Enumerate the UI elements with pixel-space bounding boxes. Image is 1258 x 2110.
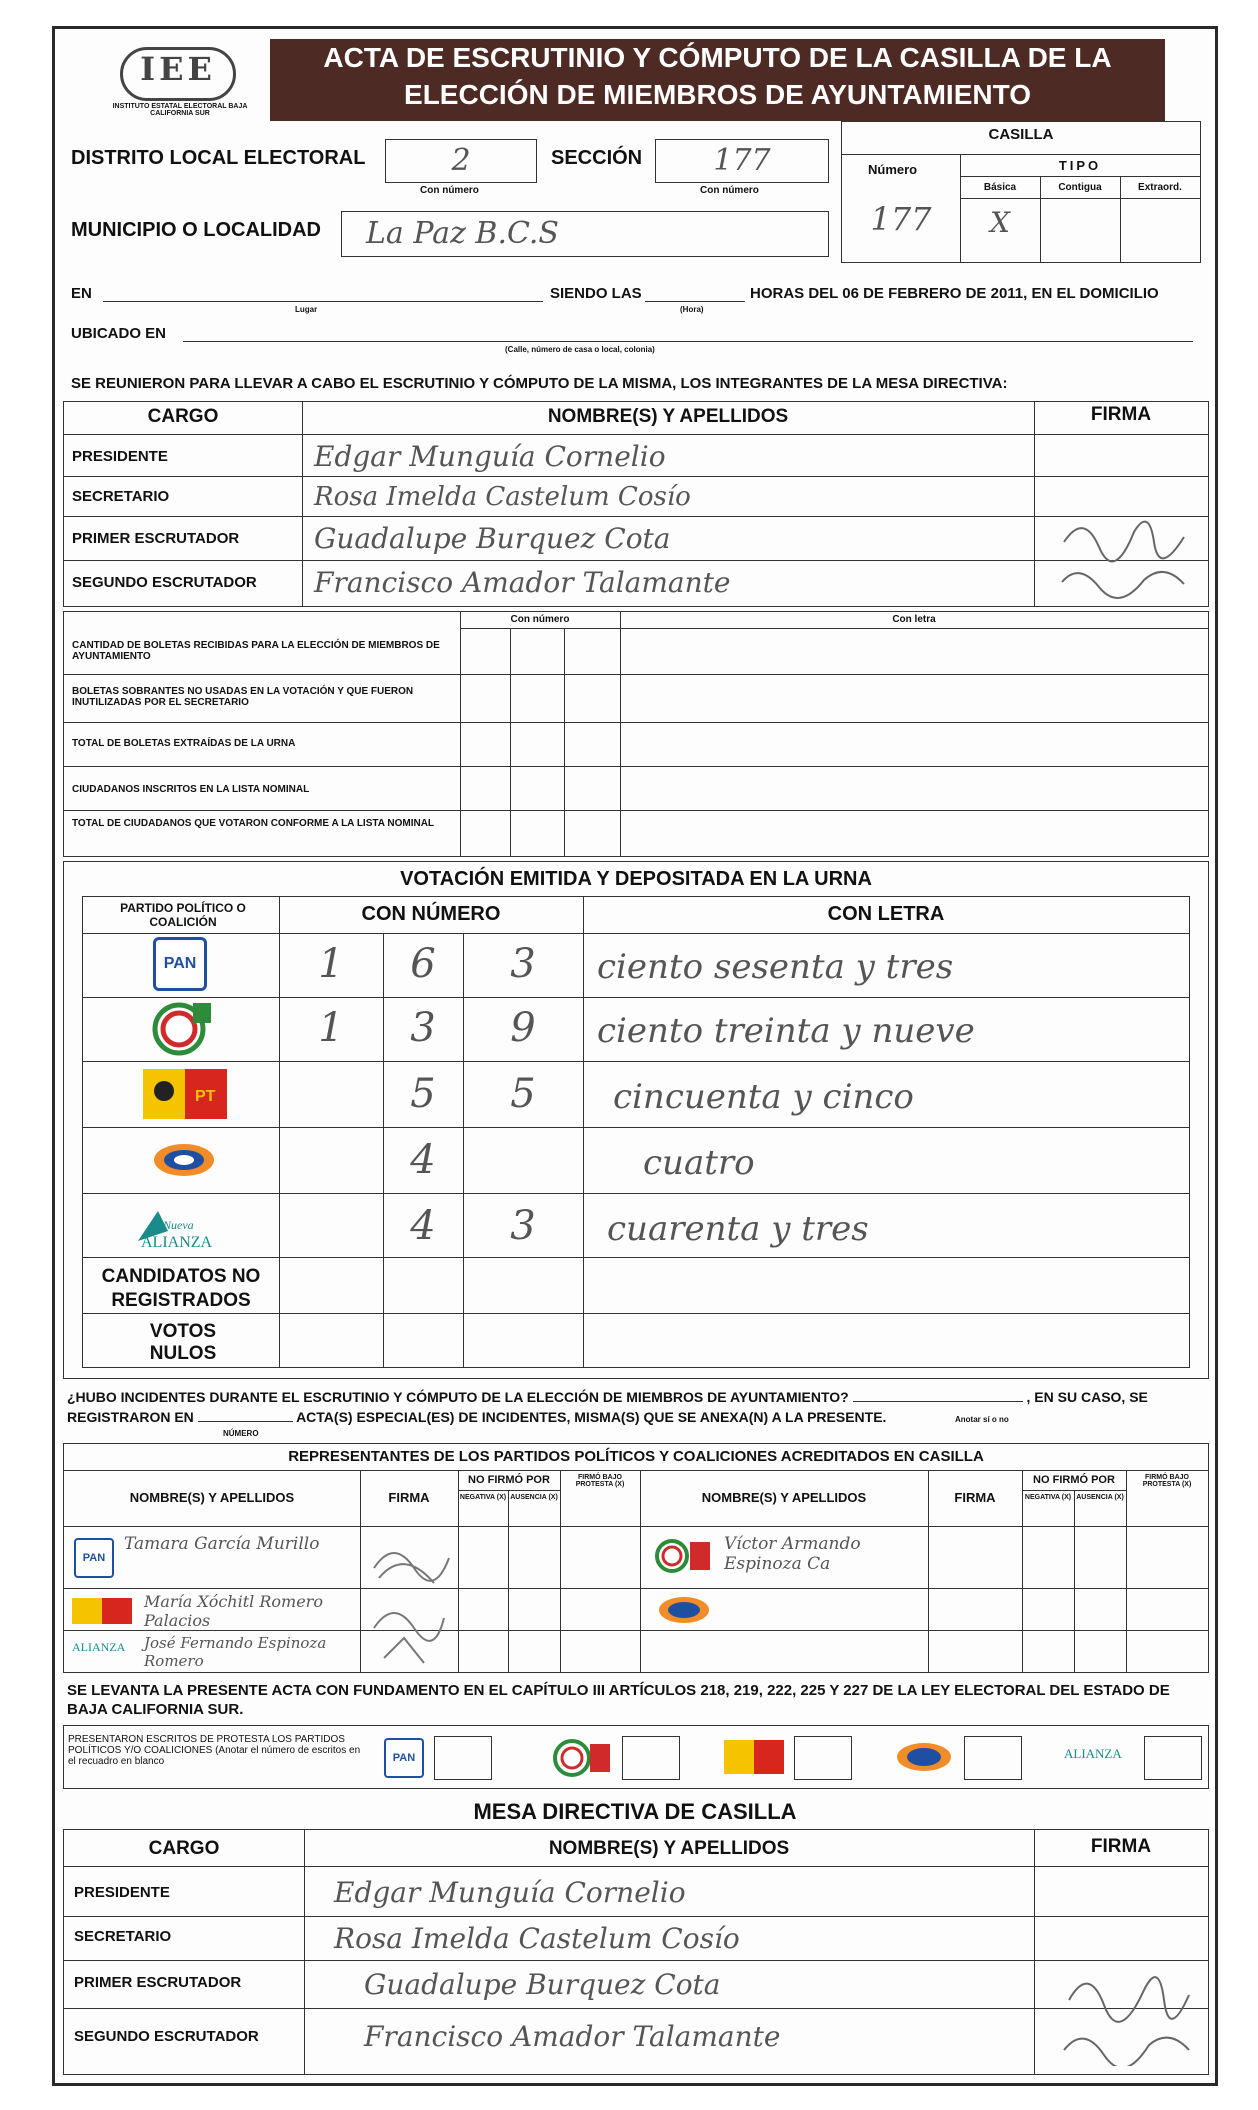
rep-pri-nombre: Víctor Armando Espinoza Ca xyxy=(724,1534,861,1574)
cargo-primer-escrutador: PRIMER ESCRUTADOR xyxy=(72,530,240,547)
seccion-value: 177 xyxy=(713,143,771,178)
cargo-secretario: SECRETARIO xyxy=(72,488,170,505)
representantes-table xyxy=(63,1443,1209,1673)
casilla-box xyxy=(841,121,1201,263)
numero-caption: NÚMERO xyxy=(223,1429,259,1438)
mesa2-title: MESA DIRECTIVA DE CASILLA xyxy=(473,1799,797,1824)
casilla-numero-label: Número xyxy=(868,162,918,177)
rep-negativa-right: NEGATIVA (X) xyxy=(1024,1494,1072,1501)
ciudadanos-votaron-label: TOTAL DE CIUDADANOS QUE VOTARON CONFORME A LA LISTA NOMINAL xyxy=(72,818,435,829)
protesta-pan-logo: PAN xyxy=(384,1738,424,1778)
title-line-1: ACTA DE ESCRUTINIO Y CÓMPUTO DE LA CASILLA DE LA xyxy=(323,42,1112,73)
siendo-label: SIENDO LAS xyxy=(550,285,642,302)
casilla-label: CASILLA xyxy=(988,126,1054,143)
boletas-numero-header: Con número xyxy=(510,614,570,625)
mesa2-nombre-presidente: Edgar Munguía Cornelio xyxy=(334,1876,686,1909)
mesa-table-2 xyxy=(63,1829,1209,2075)
boletas-extraidas-label: TOTAL DE BOLETAS EXTRAÍDAS DE LA URNA xyxy=(72,738,296,749)
seccion-caption: Con número xyxy=(700,185,759,196)
votacion-table xyxy=(82,896,1190,1368)
pri-logo xyxy=(151,1001,207,1057)
mesa2-cargo-primer-escrutador: PRIMER ESCRUTADOR xyxy=(74,1974,242,1991)
votacion-section xyxy=(63,861,1209,1379)
acta-sheet xyxy=(52,26,1218,2086)
con-letra-header: CON LETRA xyxy=(827,903,945,925)
mesa2-firma-header: FIRMA xyxy=(1090,1836,1152,1857)
rep-nombre-header-right: NOMBRE(S) Y APELLIDOS xyxy=(701,1490,867,1505)
rep-pan-logo: PAN xyxy=(74,1538,114,1578)
rep-nombre-header-left: NOMBRE(S) Y APELLIDOS xyxy=(129,1490,295,1505)
hora-caption: (Hora) xyxy=(680,305,704,314)
representantes-title: REPRESENTANTES DE LOS PARTIDOS POLÍTICOS Y COALICIONES ACREDITADOS EN CASILLA xyxy=(288,1448,984,1465)
na-digit-2: 4 xyxy=(410,1203,436,1249)
mesa2-signature-mark xyxy=(1054,1950,1194,2066)
contigua-label: Contigua xyxy=(1058,182,1102,193)
pan-letra: ciento sesenta y tres xyxy=(597,947,954,987)
incidentes-line-1: ¿HUBO INCIDENTES DURANTE EL ESCRUTINIO Y CÓMPUTO DE LA ELECCIÓN DE MIEMBROS DE AYUNTAMIENTO? , EN SU CASO, SE xyxy=(67,1389,1148,1405)
nombre-presidente: Edgar Munguía Cornelio xyxy=(314,440,666,473)
extraord-label: Extraord. xyxy=(1138,182,1182,193)
no-registrados-label: CANDIDATOS NO REGISTRADOS xyxy=(101,1266,261,1311)
na-letra: cuarenta y tres xyxy=(607,1209,869,1249)
rep-ausencia-left: AUSENCIA (X) xyxy=(510,1494,558,1501)
protesta-pri-logo xyxy=(552,1738,612,1778)
anotar-caption: Anotar sí o no xyxy=(955,1415,1009,1424)
svg-text:Nueva: Nueva xyxy=(163,1218,194,1232)
logo-caption: INSTITUTO ESTATAL ELECTORAL BAJA CALIFORNIA SUR xyxy=(112,103,248,117)
lugar-caption: Lugar xyxy=(295,305,318,314)
rep-prd-pt-logo xyxy=(72,1598,132,1624)
mesa2-nombre-segundo-escrutador: Francisco Amador Talamante xyxy=(364,2020,781,2053)
incidentes-line-2: REGISTRARON EN ACTA(S) ESPECIAL(ES) DE INCIDENTES, MISMA(S) QUE SE ANEXA(N) A LA PRESENTE. xyxy=(67,1409,887,1425)
mesa-table-1 xyxy=(63,401,1209,607)
mesa2-nombre-primer-escrutador: Guadalupe Burquez Cota xyxy=(364,1968,721,2001)
municipio-value: La Paz B.C.S xyxy=(366,216,559,251)
mesa2-nombre-header: NOMBRE(S) Y APELLIDOS xyxy=(548,1838,790,1859)
nueva-alianza-logo xyxy=(133,1201,233,1257)
horas-text: HORAS DEL 06 DE FEBRERO DE 2011, EN EL DOMICILIO xyxy=(750,285,1159,302)
title-banner xyxy=(270,39,1165,121)
tipo-label: TIPO xyxy=(1058,158,1102,173)
ciudadanos-inscritos-label: CIUDADANOS INSCRITOS EN LA LISTA NOMINAL xyxy=(72,784,310,795)
rep-signature-left xyxy=(364,1528,454,1668)
mesa2-cargo-secretario: SECRETARIO xyxy=(74,1928,172,1945)
prs-digit-2: 4 xyxy=(410,1137,436,1183)
protesta-prd-pt-logo xyxy=(724,1740,784,1774)
en-label: EN xyxy=(71,285,92,302)
mesa2-cargo-segundo-escrutador: SEGUNDO ESCRUTADOR xyxy=(74,2028,259,2045)
prd-pt-digit-3: 5 xyxy=(510,1071,536,1117)
prs-logo xyxy=(149,1135,219,1191)
signature-mark xyxy=(1054,502,1194,602)
iee-logo xyxy=(100,41,260,121)
prs-letra: cuatro xyxy=(643,1143,755,1183)
pri-digit-2: 3 xyxy=(410,1005,436,1051)
title-line-2: ELECCIÓN DE MIEMBROS DE AYUNTAMIENTO xyxy=(404,79,1031,110)
pri-digit-1: 1 xyxy=(318,1005,344,1051)
distrito-field[interactable] xyxy=(385,139,537,183)
pri-digit-3: 9 xyxy=(510,1005,536,1051)
cargo-presidente: PRESIDENTE xyxy=(72,448,168,465)
protesta-pri-box[interactable] xyxy=(622,1736,680,1780)
distrito-caption: Con número xyxy=(420,185,479,196)
mesa2-cargo-presidente: PRESIDENTE xyxy=(74,1884,170,1901)
protesta-prs-logo xyxy=(894,1740,954,1774)
pan-digit-3: 3 xyxy=(510,941,536,987)
nombre-header: NOMBRE(S) Y APELLIDOS xyxy=(547,406,789,427)
basica-mark: X xyxy=(990,206,1010,239)
basica-label: Básica xyxy=(983,182,1017,193)
pan-logo: PAN xyxy=(153,937,207,991)
votacion-title: VOTACIÓN EMITIDA Y DEPOSITADA EN LA URNA xyxy=(400,868,872,890)
svg-text:ALIANZA: ALIANZA xyxy=(141,1234,213,1251)
rep-ausencia-right: AUSENCIA (X) xyxy=(1076,1494,1124,1501)
mesa2-cargo-header: CARGO xyxy=(148,1838,220,1859)
nombre-primer-escrutador: Guadalupe Burquez Cota xyxy=(314,522,671,555)
nombre-secretario: Rosa Imelda Castelum Cosío xyxy=(314,482,691,512)
boletas-letra-header: Con letra xyxy=(892,614,936,625)
fundamento-text: SE LEVANTA LA PRESENTE ACTA CON FUNDAMENTO EN EL CAPÍTULO III ARTÍCULOS 218, 219, 222, 225 Y 227 DE LA LEY ELECTORAL DEL ESTADO DE BAJA CALIFORNIA SUR. xyxy=(67,1682,1170,1718)
rep-na-nombre: José Fernando Espinoza Romero xyxy=(144,1634,327,1670)
seccion-label: SECCIÓN xyxy=(551,147,643,169)
rep-prd-pt-nombre: María Xóchitl Romero Palacios xyxy=(144,1592,323,1630)
rep-no-firmo-right: NO FIRMÓ POR xyxy=(1033,1474,1115,1486)
seccion-field[interactable] xyxy=(655,139,829,183)
votos-nulos-label: VOTOS NULOS xyxy=(149,1321,217,1364)
boletas-sobrantes-label: BOLETAS SOBRANTES NO USADAS EN LA VOTACIÓN Y QUE FUERON INUTILIZADAS POR EL SECRETARIO xyxy=(72,686,414,708)
partido-header: PARTIDO POLÍTICO O COALICIÓN xyxy=(120,901,246,929)
protesta-na-logo: ALIANZA xyxy=(1064,1746,1122,1761)
cargo-header: CARGO xyxy=(147,406,219,427)
calle-caption: (Calle, número de casa o local, colonia) xyxy=(505,345,655,354)
ubicado-label: UBICADO EN xyxy=(71,325,167,342)
prd-pt-digit-2: 5 xyxy=(410,1071,436,1117)
prd-pt-logo xyxy=(143,1067,227,1123)
nombre-segundo-escrutador: Francisco Amador Talamante xyxy=(314,566,731,599)
reunieron-text: SE REUNIERON PARA LLEVAR A CABO EL ESCRUTINIO Y CÓMPUTO DE LA MISMA, LOS INTEGRANTES DE LA MESA DIRECTIVA: xyxy=(71,375,1008,392)
municipio-field[interactable] xyxy=(341,211,829,257)
pri-letra: ciento treinta y nueve xyxy=(597,1011,975,1051)
svg-text:PT: PT xyxy=(195,1088,216,1105)
distrito-label: DISTRITO LOCAL ELECTORAL xyxy=(71,147,366,169)
distrito-value: 2 xyxy=(451,143,471,178)
rep-protesta-right: FIRMÓ BAJO PROTESTA (X) xyxy=(1142,1474,1192,1488)
con-numero-header: CON NÚMERO xyxy=(361,903,501,925)
na-digit-3: 3 xyxy=(510,1203,536,1249)
protesta-prd-pt-box[interactable] xyxy=(794,1736,852,1780)
rep-firma-header-right: FIRMA xyxy=(954,1490,996,1505)
protesta-text: PRESENTARON ESCRITOS DE PROTESTA LOS PARTIDOS POLÍTICOS Y/O COALICIONES (Anotar el número de escritos en el recuadro en blanco xyxy=(68,1734,361,1767)
casilla-numero-value: 177 xyxy=(870,200,932,238)
protesta-na-box[interactable] xyxy=(1144,1736,1202,1780)
rep-pan-nombre: Tamara García Murillo xyxy=(124,1534,320,1554)
protesta-pan-box[interactable] xyxy=(434,1736,492,1780)
municipio-label: MUNICIPIO O LOCALIDAD xyxy=(71,219,321,241)
boletas-recibidas-label: CANTIDAD DE BOLETAS RECIBIDAS PARA LA ELECCIÓN DE MIEMBROS DE AYUNTAMIENTO xyxy=(72,640,440,662)
firma-header: FIRMA xyxy=(1090,404,1152,425)
protesta-row xyxy=(63,1725,1209,1789)
rep-protesta-left: FIRMÓ BAJO PROTESTA (X) xyxy=(575,1474,625,1488)
rep-negativa-left: NEGATIVA (X) xyxy=(459,1494,507,1501)
boletas-table xyxy=(63,611,1209,857)
rep-pri-logo xyxy=(654,1538,714,1574)
pan-digit-1: 1 xyxy=(318,941,344,987)
rep-prs-logo xyxy=(656,1594,712,1626)
protesta-prs-box[interactable] xyxy=(964,1736,1022,1780)
pan-digit-2: 6 xyxy=(410,941,436,987)
rep-no-firmo-left: NO FIRMÓ POR xyxy=(468,1474,550,1486)
rep-firma-header-left: FIRMA xyxy=(388,1490,430,1505)
mesa2-nombre-secretario: Rosa Imelda Castelum Cosío xyxy=(334,1922,740,1955)
prd-pt-letra: cincuenta y cinco xyxy=(613,1077,914,1117)
logo-mark: IEE xyxy=(120,47,236,101)
cargo-segundo-escrutador: SEGUNDO ESCRUTADOR xyxy=(72,574,257,591)
rep-na-logo: ALIANZA xyxy=(72,1640,126,1654)
